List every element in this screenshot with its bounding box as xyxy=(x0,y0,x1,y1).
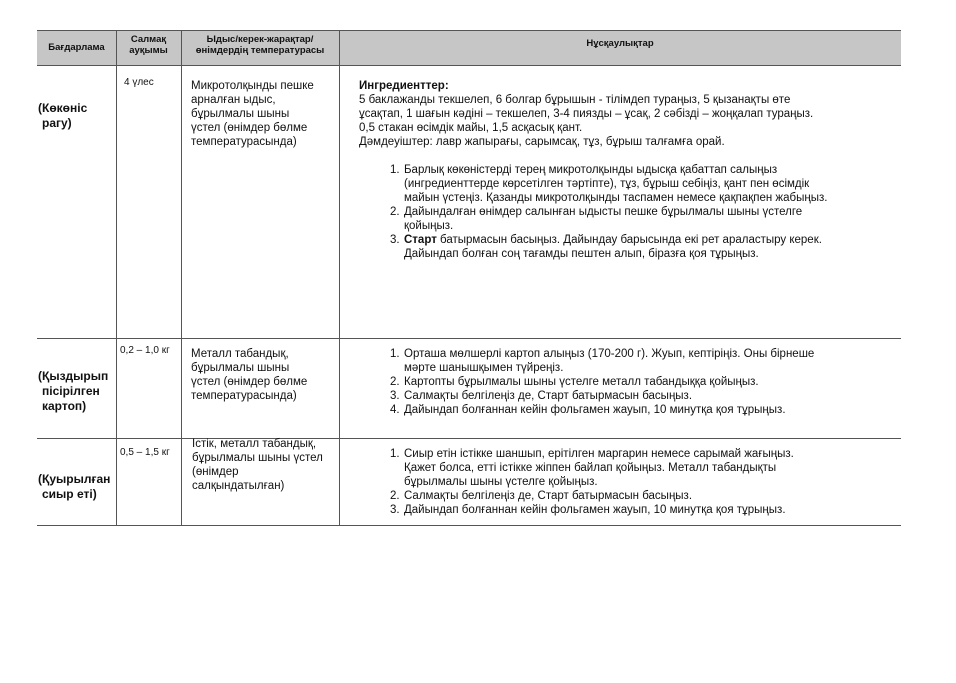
dish-line: үстел (өнімдер бөлме xyxy=(191,122,308,134)
header-weight-line: ауқымы xyxy=(129,45,168,56)
program-line: сиыр еті) xyxy=(42,487,97,501)
header-dish xyxy=(181,31,339,65)
step-item xyxy=(390,233,894,261)
table-header xyxy=(37,30,901,66)
dish-info xyxy=(192,437,323,493)
step-line: Дайындап болғаннан кейін фольгамен жауып, 10 минутқа қоя тұрыңыз. xyxy=(404,404,786,416)
table-row xyxy=(37,65,901,339)
step-line: Салмақты белгілеңіз де, Старт батырмасын басыңыз. xyxy=(404,490,693,502)
instructions xyxy=(390,447,890,517)
header-program xyxy=(37,31,116,65)
ingredients-line: ұсақтап, 1 шағын кәдіні – текшелеп, 3-4 пиязды – ұсақ, 2 сәбізді – жоңқалап тураңыз. xyxy=(359,108,814,120)
steps-list xyxy=(390,347,890,417)
step-item xyxy=(390,503,890,517)
step-number: 1. xyxy=(390,448,400,460)
step-line: (ингредиенттерде көрсетілген тәртіпте), тұз, бұрыш себіңіз, қант пен өсімдік xyxy=(404,178,810,190)
step-item xyxy=(390,447,890,489)
step-line-text: батырмасын басыңыз. Дайындау барысында екі рет араластыру керек. xyxy=(436,234,822,246)
weight-range: 0,5 – 1,5 кг xyxy=(120,447,170,458)
weight-range: 0,2 – 1,0 кг xyxy=(120,345,170,356)
instructions xyxy=(390,347,890,417)
step-number: 1. xyxy=(390,348,400,360)
dish-line: температурасында) xyxy=(191,390,297,402)
dish-line: Металл табандық, xyxy=(191,348,289,360)
step-item xyxy=(390,347,890,375)
header-dish-line: Ыдыс/керек-жарақтар/ xyxy=(206,34,314,45)
dish-info xyxy=(191,347,307,403)
program-line: картоп) xyxy=(42,399,87,413)
step-line: Қажет болса, етті істікке жіппен байлап қойыңыз. Металл табандықты xyxy=(404,462,777,474)
step-line: Орташа мөлшерлі картоп алыңыз (170-200 г). Жуып, кептіріңіз. Оны бірнеше xyxy=(404,348,815,360)
header-instructions-label: Нұсқаулықтар xyxy=(586,38,654,49)
ingredients-line: 5 баклажанды текшелеп, 6 болгар бұрышын - тілімдеп тураңыз, 5 қызанақты өте xyxy=(359,94,791,106)
step-line: Дайындап болғаннан кейін фольгамен жауып, 10 минутқа қоя тұрыңыз. xyxy=(404,504,786,516)
step-bold-word: Старт xyxy=(404,234,437,246)
dish-line: үстел (өнімдер бөлме xyxy=(191,376,308,388)
step-line: Картопты бұрылмалы шыны үстелге металл табандыққа қойыңыз. xyxy=(404,376,759,388)
step-item xyxy=(390,163,894,205)
dish-line: бұрылмалы шыны xyxy=(191,362,290,374)
step-item xyxy=(390,389,890,403)
step-line xyxy=(404,233,894,247)
dish-line: бұрылмалы шыны үстел xyxy=(192,452,323,464)
program-line: пісірілген xyxy=(42,384,100,398)
step-line: Дайындап болған соң тағамды пештен алып, біразға қоя тұрыңыз. xyxy=(404,248,759,260)
table-row xyxy=(37,337,901,439)
step-item xyxy=(390,489,890,503)
instructions xyxy=(359,79,894,261)
step-line: Салмақты белгілеңіз де, Старт батырмасын басыңыз. xyxy=(404,390,693,402)
ingredients-line: 0,5 стакан өсімдік майы, 1,5 асқасық қант. xyxy=(359,122,583,134)
step-number: 2. xyxy=(390,206,400,218)
step-line: мәрте шанышқымен түйреңіз. xyxy=(404,362,564,374)
dish-line: салқындатылған) xyxy=(192,480,285,492)
step-line: Дайындалған өнімдер салынған ыдысты пешке бұрылмалы шыны үстелге xyxy=(404,206,803,218)
step-number: 3. xyxy=(390,390,400,402)
program-line: рагу) xyxy=(42,116,72,130)
steps-list xyxy=(390,447,890,517)
table-row xyxy=(37,438,901,526)
header-instructions xyxy=(339,31,901,65)
step-number: 1. xyxy=(390,164,400,176)
dish-line: арналған ыдыс, xyxy=(191,94,276,106)
step-item xyxy=(390,205,894,233)
step-number: 2. xyxy=(390,490,400,502)
dish-info xyxy=(191,79,314,149)
dish-line: температурасында) xyxy=(191,136,297,148)
step-line: Сиыр етін істікке шаншып, ерітілген маргарин немесе сарымай жағыңыз. xyxy=(404,448,794,460)
step-line: қойыңыз. xyxy=(404,220,454,232)
dish-line: Істік, металл табандық, xyxy=(192,438,317,450)
program-line: (Қуырылған xyxy=(38,472,111,486)
weight-range: 4 үлес xyxy=(124,77,154,88)
program-line: (Көкөніс xyxy=(38,101,88,115)
ingredients-line: Дәмдеуіштер: лавр жапырағы, сарымсақ, тұз, бұрыш талғамға орай. xyxy=(359,136,725,148)
step-item xyxy=(390,375,890,389)
header-program-label: Бағдарлама xyxy=(48,42,105,53)
dish-line: Микротолқынды пешке xyxy=(191,80,314,92)
step-number: 3. xyxy=(390,504,400,516)
step-number: 4. xyxy=(390,404,400,416)
steps-list xyxy=(390,163,894,261)
ingredients-title: Ингредиенттер: xyxy=(359,80,449,92)
header-weight xyxy=(116,31,181,65)
dish-line: (өнімдер xyxy=(192,466,239,478)
program-name xyxy=(37,472,110,502)
step-item xyxy=(390,403,890,417)
step-line: майын үстеңіз. Қазанды микротолқынды таспамен немесе қақпақпен жабыңыз. xyxy=(404,192,828,204)
step-number: 2. xyxy=(390,376,400,388)
step-line: Барлық көкөністерді терең микротолқынды ыдысқа қабаттап салыңыз xyxy=(404,164,778,176)
header-weight-line: Салмақ xyxy=(130,34,167,45)
program-name xyxy=(37,369,108,414)
header-dish-line: өнімдердің температурасы xyxy=(195,45,325,56)
program-name xyxy=(37,101,87,131)
dish-line: бұрылмалы шыны xyxy=(191,108,290,120)
step-line: бұрылмалы шыны үстелге қойыңыз. xyxy=(404,476,598,488)
program-line: (Қыздырып xyxy=(38,369,109,383)
step-number: 3. xyxy=(390,234,400,246)
